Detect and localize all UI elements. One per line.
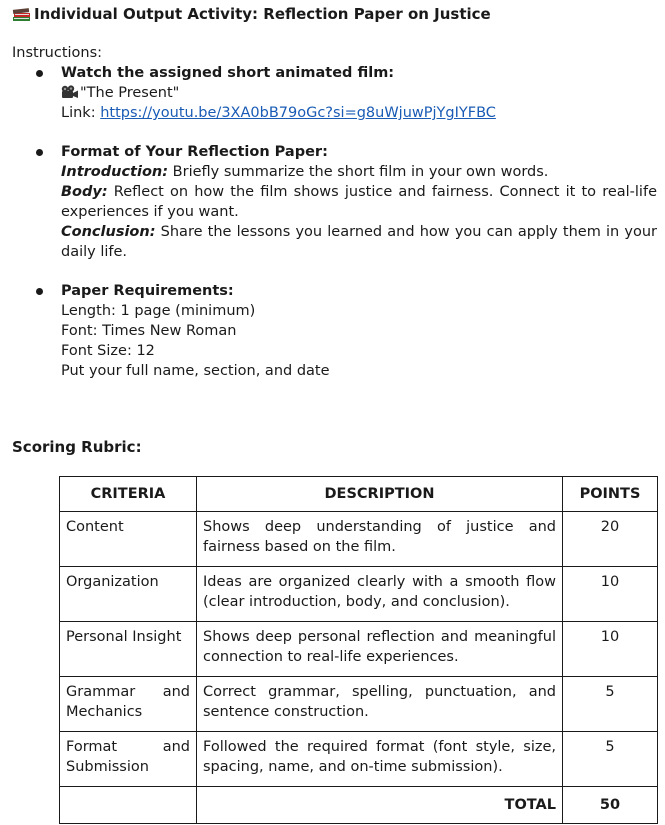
conclusion-paragraph: Conclusion: Share the lessons you learned and how you can apply them in your daily life. bbox=[61, 224, 657, 260]
description-cell: Correct grammar, spelling, punctuation, and sentence construction. bbox=[197, 677, 563, 732]
requirement-item: Length: 1 page (minimum) bbox=[61, 303, 256, 319]
table-row bbox=[60, 567, 658, 622]
instructions-label: Instructions: bbox=[12, 45, 103, 61]
requirements-heading: Paper Requirements: bbox=[61, 283, 234, 299]
format-heading: Format of Your Reflection Paper: bbox=[61, 144, 328, 160]
description-cell: Shows deep personal reflection and meaningful connection to real-life experiences. bbox=[197, 622, 563, 677]
criteria-cell: Format and Submission bbox=[60, 732, 197, 787]
film-title: "The Present" bbox=[80, 85, 180, 101]
criteria-cell: Grammar and Mechanics bbox=[60, 677, 197, 732]
table-row bbox=[60, 622, 658, 677]
description-cell: Followed the required format (font style, size, spacing, name, and on-time submission). bbox=[197, 732, 563, 787]
points-cell: 5 bbox=[563, 677, 658, 732]
criteria-header: CRITERIA bbox=[60, 477, 197, 512]
total-label: TOTAL bbox=[197, 787, 563, 824]
description-cell: Ideas are organized clearly with a smooth flow (clear introduction, body, and conclusion). bbox=[197, 567, 563, 622]
description-header: DESCRIPTION bbox=[197, 477, 563, 512]
total-row bbox=[60, 787, 658, 824]
film-link[interactable]: https://youtu.be/3XA0bB79oGc?si=g8uWjuwPjYgIYFBC bbox=[100, 105, 496, 121]
points-cell: 20 bbox=[563, 512, 658, 567]
body-paragraph: Body: Reflect on how the film shows justice and fairness. Connect it to real-life experiences if you want. bbox=[61, 184, 657, 220]
requirements-section bbox=[61, 281, 657, 381]
requirement-item: Font: Times New Roman bbox=[61, 323, 237, 339]
criteria-cell: Content bbox=[60, 512, 197, 567]
table-row bbox=[60, 732, 658, 787]
format-section bbox=[61, 142, 657, 262]
bullet bbox=[36, 70, 43, 77]
title-text: Individual Output Activity: Reflection Paper on Justice bbox=[34, 5, 491, 23]
total-value: 50 bbox=[563, 787, 658, 824]
empty-cell bbox=[60, 787, 197, 824]
rubric-table bbox=[59, 476, 658, 824]
table-row bbox=[60, 512, 658, 567]
points-cell: 10 bbox=[563, 567, 658, 622]
link-label: Link: bbox=[61, 105, 96, 121]
bullet bbox=[36, 149, 43, 156]
criteria-cell: Personal Insight bbox=[60, 622, 197, 677]
page-title bbox=[12, 5, 491, 23]
watch-section bbox=[61, 63, 657, 123]
bullet bbox=[36, 288, 43, 295]
description-cell: Shows deep understanding of justice and fairness based on the film. bbox=[197, 512, 563, 567]
intro-paragraph: Introduction: Briefly summarize the short film in your own words. bbox=[61, 164, 549, 180]
points-cell: 10 bbox=[563, 622, 658, 677]
points-cell: 5 bbox=[563, 732, 658, 787]
table-row bbox=[60, 677, 658, 732]
watch-heading: Watch the assigned short animated film: bbox=[61, 65, 395, 81]
table-header-row bbox=[60, 477, 658, 512]
film-title-line bbox=[61, 83, 657, 103]
points-header: POINTS bbox=[563, 477, 658, 512]
rubric-title: Scoring Rubric: bbox=[12, 438, 142, 456]
requirement-item: Put your full name, section, and date bbox=[61, 363, 330, 379]
link-line bbox=[61, 103, 657, 123]
criteria-cell: Organization bbox=[60, 567, 197, 622]
movie-camera-icon bbox=[61, 85, 79, 99]
requirement-item: Font Size: 12 bbox=[61, 343, 155, 359]
books-icon bbox=[12, 6, 32, 22]
